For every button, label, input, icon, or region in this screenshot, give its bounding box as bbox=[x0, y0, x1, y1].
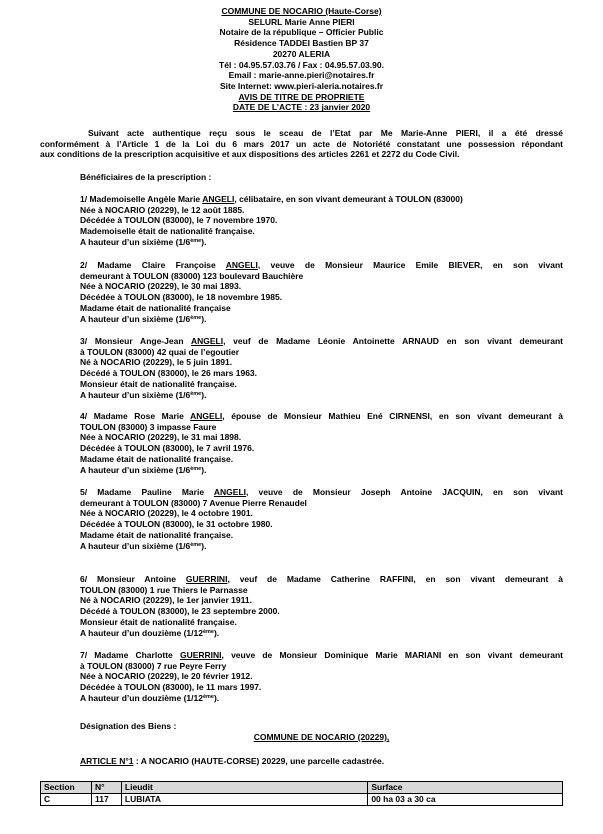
beneficiaire-birth: Né à NOCARIO (20229), le 1er janvier 1911. bbox=[80, 595, 252, 606]
beneficiaire-first: Monsieur Antoine bbox=[96, 574, 186, 584]
article-text: : A NOCARIO (HAUTE-CORSE) 20229, une parcelle cadastrée. bbox=[133, 756, 385, 766]
share-sup: ème bbox=[190, 465, 202, 472]
share-text: A hauteur d’un sixième (1/6 bbox=[80, 236, 191, 247]
share-end: ). bbox=[201, 464, 207, 475]
beneficiaire-rest: , veuve de Monsieur Joseph Antoine JACQUIN, en son vivant bbox=[246, 487, 563, 497]
beneficiaire-line bbox=[80, 336, 563, 347]
notary-header bbox=[0, 6, 603, 113]
beneficiaire-number: 6/ bbox=[80, 574, 88, 584]
beneficiaire-first: Madame Rose Marie bbox=[93, 411, 191, 421]
cadastre-table bbox=[40, 781, 563, 806]
beneficiaire-number: 2/ bbox=[80, 260, 88, 270]
header-line: Notaire de la république – Officier Public bbox=[219, 27, 384, 38]
beneficiaire-number: 3/ bbox=[80, 336, 88, 346]
beneficiaire-death: Décédée à TOULON (83000), le 7 avril 1976. bbox=[80, 443, 255, 454]
beneficiaire-nationality: Monsieur était de nationalité française. bbox=[80, 616, 237, 627]
beneficiaire-address: à TOULON (83000) 42 quai de l’egoutier bbox=[80, 346, 240, 357]
header-line: Tél : 04.95.57.03.76 / Fax : 04.95.57.03.90. bbox=[219, 59, 384, 70]
share-end: ). bbox=[213, 692, 220, 703]
beneficiaire-first: Madame Claire Françoise bbox=[97, 260, 226, 270]
table-header-cell: Lieudit bbox=[121, 782, 367, 794]
table-header-cell: Surface bbox=[368, 782, 563, 794]
share-text: A hauteur d’un sixième (1/6 bbox=[80, 540, 191, 551]
commune-title: COMMUNE DE NOCARIO (Haute-Corse) bbox=[221, 6, 382, 16]
beneficiaire-entry bbox=[80, 487, 563, 551]
share-text: A hauteur d’un douzième (1/12 bbox=[80, 692, 203, 703]
table-header-cell: N° bbox=[91, 782, 121, 794]
beneficiaire-entry bbox=[80, 260, 563, 324]
beneficiaire-entry bbox=[80, 336, 563, 400]
header-line: Email : marie-anne.pieri@notaires.fr bbox=[228, 70, 375, 81]
beneficiaire-share bbox=[80, 541, 563, 552]
beneficiaire-death: Décédé à TOULON (83000), le 23 septembre 2000. bbox=[80, 606, 280, 617]
header-line: Résidence TADDEI Bastien BP 37 bbox=[234, 38, 369, 49]
share-text: A hauteur d’un douzième (1/12 bbox=[80, 627, 203, 638]
beneficiaire-address: TOULON (83000) 3 impasse Faure bbox=[80, 421, 217, 432]
avis-title: AVIS DE TITRE DE PROPRIETE bbox=[238, 91, 365, 102]
share-text: A hauteur d’un sixième (1/6 bbox=[80, 389, 191, 400]
beneficiaire-number: 4/ bbox=[80, 411, 88, 421]
article-line bbox=[80, 756, 384, 767]
beneficiaire-rest: , veuve de Monsieur Maurice Emile BIEVER, en son vivant bbox=[257, 260, 564, 270]
table-cell: LUBIATA bbox=[121, 794, 367, 806]
table-cell: 117 bbox=[91, 794, 121, 806]
beneficiaire-entry bbox=[80, 411, 563, 475]
beneficiaire-name: ANGELI bbox=[190, 336, 224, 346]
beneficiaires-label: Bénéficiaires de la prescription : bbox=[80, 172, 212, 182]
share-end: ). bbox=[213, 627, 220, 638]
beneficiaire-birth: Née à NOCARIO (20229), le 12 août 1885. bbox=[80, 204, 245, 215]
table-row bbox=[41, 794, 563, 806]
beneficiaire-rest: , épouse de Monsieur Mathieu Ené CIRNENSI, en son vivant demeurant à bbox=[222, 411, 563, 421]
beneficiaire-nationality: Madame était de nationalité française. bbox=[80, 453, 234, 464]
share-sup: ème bbox=[190, 390, 202, 397]
beneficiaire-nationality: Madame était de nationalité française bbox=[80, 302, 231, 313]
share-sup: ème bbox=[190, 237, 202, 244]
beneficiaire-name: ANGELI bbox=[190, 411, 223, 421]
beneficiaire-name: ANGELI bbox=[213, 487, 247, 497]
share-sup: ème bbox=[190, 314, 202, 321]
beneficiaire-death: Décédée à TOULON (83000), le 31 octobre 1980. bbox=[80, 519, 273, 530]
table-cell: C bbox=[41, 794, 92, 806]
beneficiaire-rest: , veuf de Madame Catherine RAFFINI, en son vivant demeurant à bbox=[227, 574, 563, 584]
share-end: ). bbox=[201, 236, 207, 247]
commune-designation: COMMUNE DE NOCARIO (20229), bbox=[253, 732, 390, 742]
beneficiaire-number: 7/ bbox=[80, 650, 88, 660]
beneficiaire-address: demeurant à TOULON (83000) 7 Avenue Pierre Renaudel bbox=[80, 497, 307, 508]
beneficiaire-name: ANGELI bbox=[202, 194, 235, 204]
beneficiaire-share bbox=[80, 465, 563, 476]
beneficiaire-birth: Née à NOCARIO (20229), le 31 mai 1898. bbox=[80, 432, 242, 443]
beneficiaire-death: Décédée à TOULON (83000), le 7 novembre 1970. bbox=[80, 215, 278, 226]
beneficiaire-share bbox=[80, 237, 563, 248]
header-line: 20270 ALERIA bbox=[272, 48, 331, 59]
beneficiaire-line bbox=[80, 194, 563, 205]
designation-label: Désignation des Biens : bbox=[80, 721, 177, 731]
beneficiaire-number: 1/ bbox=[80, 194, 88, 204]
share-sup: ème bbox=[190, 541, 202, 548]
share-sup: ème bbox=[202, 628, 214, 635]
beneficiaire-birth: Née à NOCARIO (20229), le 30 mai 1893. bbox=[80, 281, 242, 292]
table-cell: 00 ha 03 a 30 ca bbox=[368, 794, 563, 806]
beneficiaire-first: Madame Charlotte bbox=[94, 650, 180, 660]
beneficiaire-name: GUERRINI bbox=[185, 574, 228, 584]
beneficiaire-birth: Née à NOCARIO (20229), le 4 octobre 1901. bbox=[80, 508, 253, 519]
beneficiaire-first: Mademoiselle Angèle Marie bbox=[89, 194, 203, 204]
beneficiaire-first: Madame Pauline Marie bbox=[97, 487, 214, 497]
beneficiaire-name: ANGELI bbox=[225, 260, 258, 270]
beneficiaire-line bbox=[80, 574, 563, 585]
share-end: ). bbox=[201, 540, 207, 551]
share-text: A hauteur d’un sixième (1/6 bbox=[80, 313, 191, 324]
beneficiaire-line bbox=[80, 411, 563, 422]
beneficiaire-share bbox=[80, 628, 563, 639]
intro-line: conformément à l’Article 1 de la Loi du 6 mars 2017 un acte de Notoriété constatant une possession répondant bbox=[40, 138, 563, 149]
beneficiaire-share bbox=[80, 693, 563, 704]
beneficiaire-death: Décédée à TOULON (83000), le 11 mars 1997. bbox=[80, 682, 262, 693]
beneficiaire-rest: , veuf de Madame Léonie Antoinette ARNAUD en son vivant demeurant bbox=[223, 336, 563, 346]
beneficiaire-address: demeurant à TOULON (83000) 123 boulevard Bauchière bbox=[80, 270, 304, 281]
intro-line: aux conditions de la prescription acquisitive et aux dispositions des articles 2261 et 2272 du Code Civil. bbox=[40, 149, 460, 160]
article-label: ARTICLE N°1 bbox=[80, 756, 134, 766]
beneficiaire-entry bbox=[80, 574, 563, 638]
share-sup: ème bbox=[202, 693, 214, 700]
beneficiaire-line bbox=[80, 260, 563, 271]
beneficiaire-birth: Né à NOCARIO (20229), le 5 juin 1891. bbox=[80, 357, 233, 368]
table-header-cell: Section bbox=[41, 782, 92, 794]
header-line: Site Internet: www.pieri-aleria.notaires.fr bbox=[219, 80, 384, 91]
beneficiaire-address: à TOULON (83000) 7 rue Peyre Ferry bbox=[80, 660, 227, 671]
beneficiaire-first: Monsieur Ange-Jean bbox=[94, 336, 191, 346]
beneficiaire-line bbox=[80, 650, 563, 661]
beneficiaire-rest: , célibataire, en son vivant demeurant à TOULON (83000) bbox=[234, 194, 463, 204]
beneficiaire-share bbox=[80, 314, 563, 325]
beneficiaire-name: GUERRINI bbox=[179, 650, 222, 660]
share-end: ). bbox=[201, 389, 207, 400]
beneficiaire-death: Décédé à TOULON (83000), le 26 mars 1963. bbox=[80, 368, 258, 379]
share-end: ). bbox=[201, 313, 207, 324]
beneficiaire-nationality: Madame était de nationalité française. bbox=[80, 529, 234, 540]
beneficiaire-death: Décédée à TOULON (83000), le 18 novembre 1985. bbox=[80, 292, 283, 303]
beneficiaire-nationality: Mademoiselle était de nationalité française. bbox=[80, 226, 255, 237]
share-text: A hauteur d’un sixième (1/6 bbox=[80, 464, 191, 475]
beneficiaire-share bbox=[80, 390, 563, 401]
beneficiaire-birth: Née à NOCARIO (20229), le 20 février 1912. bbox=[80, 671, 253, 682]
beneficiaire-address: TOULON (83000) 1 rue Thiers le Parnasse bbox=[80, 584, 248, 595]
intro-line: Suivant acte authentique reçu sous le sceau de l’Etat par Me Marie-Anne PIERI, il a été dressé bbox=[88, 128, 563, 138]
beneficiaire-entry bbox=[80, 650, 563, 704]
table-header-row bbox=[41, 782, 563, 794]
header-line: SELURL Marie Anne PIERI bbox=[248, 16, 355, 27]
beneficiaire-line bbox=[80, 487, 563, 498]
acte-date: DATE DE L’ACTE : 23 janvier 2020 bbox=[232, 102, 371, 113]
beneficiaire-entry bbox=[80, 194, 563, 248]
beneficiaire-nationality: Monsieur était de nationalité française. bbox=[80, 378, 237, 389]
beneficiaire-rest: , veuve de Monsieur Dominique Marie MARIANI en son vivant demeurant bbox=[221, 650, 564, 660]
beneficiaire-number: 5/ bbox=[80, 487, 88, 497]
intro-paragraph bbox=[40, 128, 563, 160]
